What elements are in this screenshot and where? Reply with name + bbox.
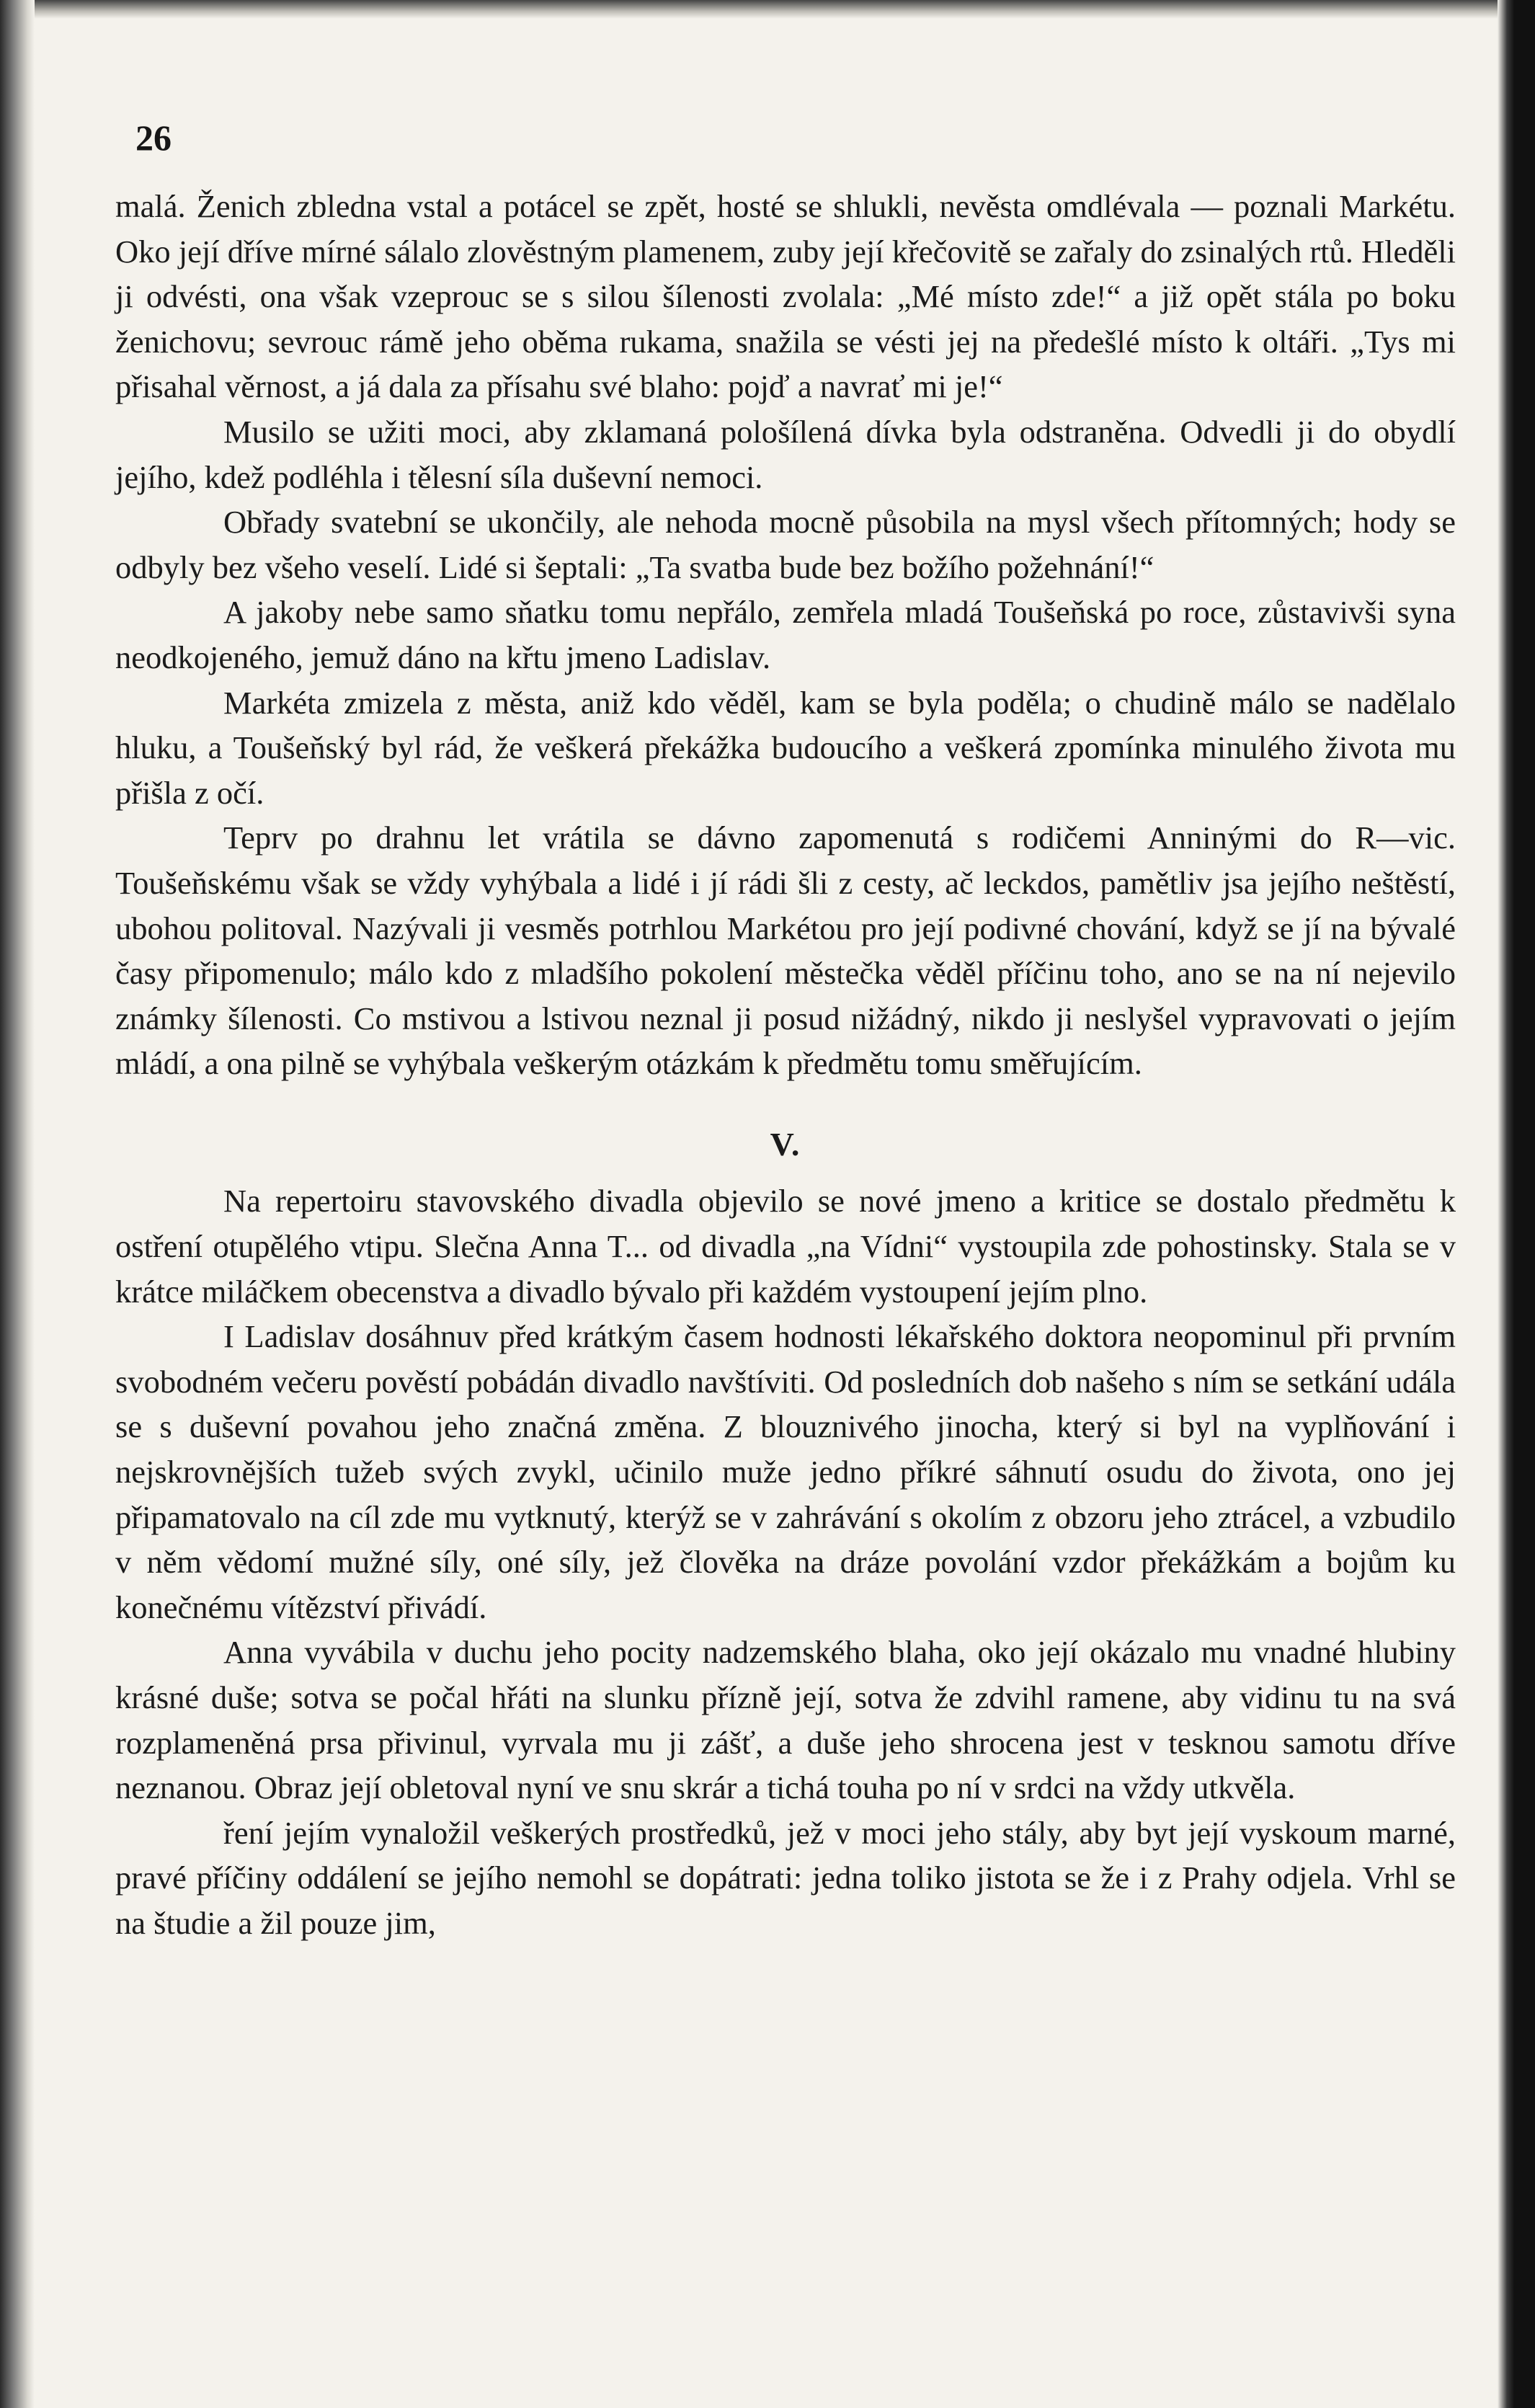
paragraph: Anna vyvábila v duchu jeho pocity nadzemského blaha, oko její okázalo mu vnadné hlubiny krásné duše; sotva se počal hřáti na slunku přízně její, sotva že zdvihl ramene, aby vidinu tu na svá rozplameněná prsa přivinul, vyrvala mu ji zášť, a duše jeho shrocena jest v tesknou samotu dříve neznanou. Obraz její obletoval nyní ve snu skrár a tichá touha po ní v srdci na vždy utkvěla. — [115, 1634, 1456, 1806]
paragraph: Teprv po drahnu let vrátila se dávno zapomenutá s rodičemi Anninými do R—vic. Toušeňskému však se vždy vyhýbala a lidé i jí rádi šli z cesty, ač leckdos, pamětliv jsa jejího neštěstí, ubohou politoval. Nazývali ji vesměs potrhlou Markétou pro její podivné chování, když se jí na bývalé časy připomenulo; málo kdo z mladšího pokolení městečka věděl příčinu toho, ano se na ní nejevilo známky šílenosti. Co mstivou a lstivou neznal ji posud nižádný, nikdo ji neslyšel vypravovati o jejím mládí, a ona pilně se vyhýbala veškerým otázkám k předmětu tomu směřujícím. — [115, 819, 1456, 1082]
scan-top-shadow — [0, 0, 1535, 19]
paragraph: Musilo se užiti moci, aby zklamaná pološílená dívka byla odstraněna. Odvedli ji do obydlí jejího, kdež podléhla i tělesní síla duševní nemoci. — [115, 413, 1456, 495]
paragraph: malá. Ženich zbledna vstal a potácel se zpět, hosté se shlukli, nevěsta omdlévala — poznali Markétu. Oko její dříve mírné sálalo zlověstným plamenem, zuby její křečovitě se zařaly do zsinalých rtů. Hleděli ji odvésti, ona však vzeprouc se s silou šílenosti zvolala: „Mé místo zde!“ a již opět stála po boku ženichovu; sevrouc rámě jeho oběma rukama, snažila se vésti jej na předešlé místo k oltáři. „Tys mi přisahal věrnost, a já dala za přísahu své blaho: pojď a navrať mi je!“ — [115, 188, 1456, 405]
paragraph: Na repertoiru stavovského divadla objevilo se nové jmeno a kritice se dostalo předmětu k ostření otupělého vtipu. Slečna Anna T... od divadla „na Vídni“ vystoupila zde pohostinsky. Stala se v krátce miláčkem obecenstva a divadlo bývalo při každém vystoupení jejím plno. — [115, 1183, 1456, 1310]
paragraph: A jakoby nebe samo sňatku tomu nepřálo, zemřela mladá Toušeňská po roce, zůstavivši syna neodkojeného, jemuž dáno na křtu jmeno Ladislav. — [115, 594, 1456, 675]
page-number: 26 — [135, 117, 172, 158]
paragraph: ření jejím vynaložil veškerých prostředků, jež v moci jeho stály, aby byt její vyskoum marné, pravé příčiny oddálení se jejího nemohl se dopátrati: jedna toliko jistota se že i z Prahy odjela. Vrhl se na študie a žil pouze jim, — [115, 1814, 1456, 1941]
book-gutter-shadow — [0, 0, 35, 2408]
section-heading: V. — [770, 1125, 801, 1163]
paragraph: Markéta zmizela z města, aniž kdo věděl, kam se byla poděla; o chudině málo se nadělalo hluku, a Toušeňský byl rád, že veškerá překážka budoucího a veškerá zpomínka minulého života mu přišla z očí. — [115, 684, 1456, 811]
paragraph: I Ladislav dosáhnuv před krátkým časem hodnosti lékařského doktora neopominul při prvním svobodném večeru pověstí pobádán divadlo navštíviti. Od posledních dob našeho s ním se setkání udála se s duševní povahou jeho značná změna. Z blouznivého jinocha, který si byl na vyplňování i nejskrovnějších tužeb svých zvykl, učinilo muže jedno příkré sáhnutí osudu do života, ono jej připamatovalo na cíl zde mu vytknutý, kterýž se v zahrávání s okolím z obzoru jeho ztrácel, a vzbudilo v něm vědomí mužné síly, oné síly, jež člověka na dráze povolání vzdor překážkám a bojům ku konečnému vítězství přivádí. — [115, 1318, 1456, 1625]
scan-right-border — [1498, 0, 1535, 2408]
paragraph: Obřady svatební se ukončily, ale nehoda mocně působila na mysl všech přítomných; hody se odbyly bez všeho veselí. Lidé si šeptali: „Ta svatba bude bez božího požehnání!“ — [115, 504, 1456, 585]
body-text — [115, 184, 1456, 1946]
